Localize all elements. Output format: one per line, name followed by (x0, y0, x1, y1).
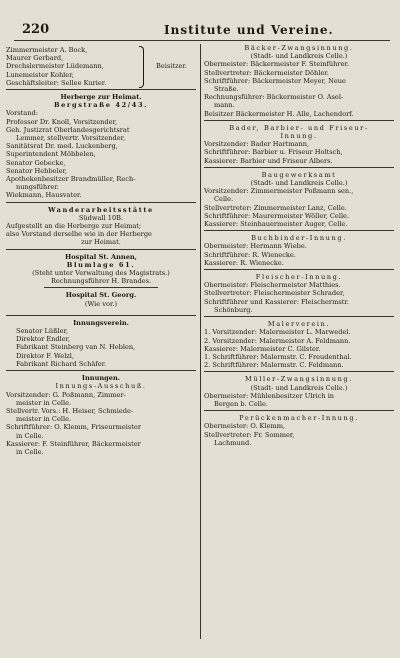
entry-line: Stellvertr. Vors.: H. Heiser, Schmiede- (6, 406, 134, 415)
section-title-annen: Hospital St. Annen, (65, 252, 137, 261)
brace-label: Beisitzer. (156, 62, 187, 70)
entry-line: in Celle. (16, 431, 44, 440)
entry-line: Geh. Justizrat Oberlandesgerichtsrat (6, 125, 130, 134)
member-line: Maurer Gerbard, (6, 54, 64, 63)
entry-line: Fabrikant Steinberg van N. Heblen, (16, 343, 136, 352)
section-subtitle: (Stadt- und Landkreis Celle.) (250, 179, 348, 188)
entry-line: Vorsitzender: Zimmermeister Poßmann sen., (204, 187, 354, 196)
entry-line: Stellvertreter: Bäckermeister Döhler. (204, 68, 329, 77)
member-line: Drechslermeister Lüdemann, (6, 62, 104, 71)
entry-line: Schriftführer: Maurermeister Wöller, Celle. (204, 211, 350, 220)
section-subtitle: Innungs-Ausschuß. (55, 382, 147, 391)
section-title-maler: Malerverein. (267, 320, 331, 329)
section-subtitle: (Stadt- und Landkreis Celle.) (250, 383, 348, 392)
section-rule (204, 269, 394, 270)
entry-line: Superintendent Möbbelen, (6, 150, 96, 159)
section-title-barbier: Bader, Barbier- und Friseur- (229, 123, 369, 132)
entry-line: Fabrikant Richard Schäfer. (16, 359, 107, 368)
entry-line: Obermeister: Hermann Wiebe. (204, 242, 307, 251)
entry-line: Sanitätsrat Dr. med. Luckenberg, (6, 142, 118, 151)
section-title-herberge: Herberge zur Heimat. (60, 93, 142, 101)
section-rule (204, 120, 394, 121)
entry-line: Kassierer: Steinhauermeister Auger, Celle. (204, 220, 348, 229)
entry-line: Apothekenbesitzer Brandmüller, Rech- (6, 175, 136, 184)
section-rule (204, 316, 394, 317)
entry-line: Rechnungsführer: Bäckermeister O. Asel- (204, 93, 344, 102)
beisitzer-block (6, 46, 196, 87)
section-subtitle: (Stadt- und Landkreis Celle.) (250, 52, 348, 61)
entry-line: Straße. (214, 85, 239, 94)
entry-line: Vorstand: (6, 109, 38, 118)
section-address: Südwall 10B. (78, 213, 124, 222)
section-rule (6, 315, 196, 316)
section-title-fleischer: Fleischer-Innung. (255, 273, 343, 282)
entry-line: nungsführer. (16, 183, 59, 192)
entry-line: mann. (214, 101, 235, 110)
entry-line: (Wie vor.) (84, 299, 118, 308)
entry-line: Vorsitzender: Bader Hartmann, (204, 140, 310, 149)
entry-line: meister in Celle. (16, 398, 72, 407)
section-title-baecker: Bäcker-Zwangsinnung. (244, 44, 354, 52)
entry-line: Kassierer: R. Wienecke. (204, 258, 284, 267)
entry-line: 2. Schriftführer: Malermstr. C. Feldmann. (204, 361, 344, 370)
section-title-georg: Hospital St. Georg. (65, 291, 137, 300)
section-title-buchbinder: Buchbinder-Innung. (251, 234, 347, 243)
section-rule (6, 370, 196, 371)
entry-line: Senator Hebbeler, (6, 166, 67, 175)
entry-line: Beisitzer Bäckermeister H. Alle, Lachendorf. (204, 109, 354, 118)
entry-line: Lachmund. (214, 438, 252, 447)
section-rule (204, 230, 394, 231)
column-divider (200, 44, 201, 639)
entry-line: also Vorstand derselbe wie in der Herberge (6, 230, 152, 239)
entry-line: Kassierer: Barbier und Friseur Albers. (204, 156, 333, 165)
entry-line: Lemmer, stellvertr. Vorsitzender, (16, 134, 126, 143)
section-rule (6, 202, 196, 203)
entry-line: Celle. (214, 195, 234, 204)
left-column (6, 46, 196, 456)
entry-line: Rechnungsführer H. Brandes. (50, 277, 152, 286)
entry-line: Direktor F. Welzl, (16, 351, 74, 360)
member-line: Geschäftsleiter: Sellee Kurier. (6, 78, 107, 87)
section-title-bau: Baugewerksamt (261, 170, 337, 179)
entry-line: Senator Gebecke, (6, 158, 66, 167)
section-rule (204, 167, 394, 168)
entry-line: Stellvertreter: Fleischermeister Schrader, (204, 289, 345, 298)
page-number: 220 (22, 22, 50, 37)
entry-line: Stellvertreter: Zimmermeister Lanz, Celle. (204, 203, 347, 212)
entry-line: Schriftführer: Bäckermeister Meyer, Neue (204, 76, 346, 85)
member-line: Lunemeister Kohler, (6, 70, 74, 79)
right-column (204, 44, 394, 447)
curly-brace (139, 46, 144, 88)
section-rule (44, 287, 158, 288)
entry-line: Wiekmann, Hausvater. (6, 191, 82, 200)
entry-line: Schriftführer: Barbier u. Friseur Holtsch, (204, 148, 343, 157)
entry-line: Kassierer: Malermeister C. Gilster. (204, 344, 321, 353)
running-head: Institute und Vereine. (164, 23, 334, 37)
entry-line: meister in Celle. (16, 415, 72, 424)
entry-line: Senator Lüßler, (16, 327, 69, 336)
section-title-wanderarbeit: Wanderarbeitsstätte (48, 205, 154, 214)
entry-line: in Celle. (16, 447, 44, 456)
member-line: Zimmermeister A. Bock, (6, 46, 88, 54)
section-title-innungsverein: Innungsverein. (73, 318, 129, 327)
entry-line: Obermeister: Bäckermeister F. Steinführer. (204, 60, 349, 69)
entry-line: Bergen b. Celle. (214, 399, 268, 408)
section-rule (6, 89, 196, 90)
entry-line: Schriftführer: O. Klemm, Friseurmeister (6, 423, 141, 432)
page-header (14, 22, 390, 41)
section-rule (6, 249, 196, 250)
entry-line: zur Heimat. (81, 238, 121, 247)
entry-line: Schönburg. (214, 305, 253, 314)
entry-line: Schriftführer und Kassierer: Fleischermstr. (204, 297, 349, 306)
entry-line: 1. Vorsitzender: Malermeister L. Marwedel. (204, 328, 351, 337)
entry-line: (Steht unter Verwaltung des Magistrats.) (32, 269, 170, 278)
section-title-innungen: Innungen. (81, 374, 121, 383)
entry-line: Schriftführer: R. Wienecke. (204, 250, 296, 259)
section-rule (204, 410, 394, 411)
section-address: Blumlage 61. (66, 260, 136, 269)
entry-line: Direktor Endler, (16, 335, 71, 344)
entry-line: 1. Schriftführer: Malermstr. C. Freudenthal. (204, 352, 352, 361)
section-title-peruecken: Perückenmacher-Innung. (239, 414, 359, 423)
section-address: Bergstraße 42/43. (53, 101, 149, 110)
section-rule (204, 371, 394, 372)
entry-line: Aufgestellt an die Herberge zur Heimat; (6, 222, 142, 231)
entry-line: Kassierer: F. Steinführer, Bäckermeister (6, 439, 141, 448)
entry-line: Obermeister: Fleischermeister Matthies. (204, 281, 341, 290)
entry-line: Obermeister: O. Klemm, (204, 422, 286, 431)
entry-line: Vorsitzender: G. Poßmann, Zimmer- (6, 390, 126, 399)
entry-line: Obermeister: Mühlenbesitzer Ulrich in (204, 391, 335, 400)
section-title-barbier-2: Innung. (280, 132, 318, 141)
entry-line: 2. Vorsitzender: Malermeister A. Feldmann. (204, 336, 351, 345)
entry-line: Professor Dr. Knoll, Vorsitzender, (6, 117, 118, 126)
section-title-mueller: Müller-Zwangsinnung. (245, 375, 353, 384)
entry-line: Stellvertreter: Fr. Sommer, (204, 430, 295, 439)
